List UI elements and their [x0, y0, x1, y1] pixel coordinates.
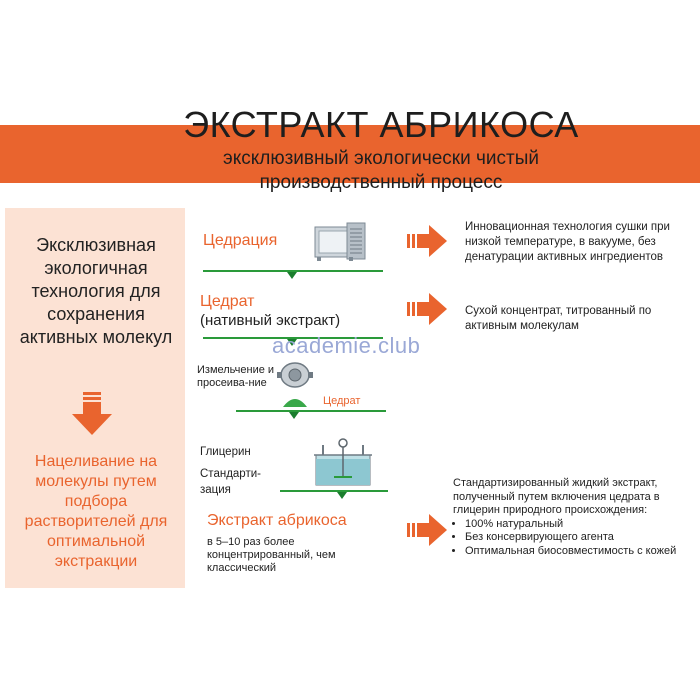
green-marker-3	[289, 412, 299, 419]
dryer-machine-icon	[313, 221, 367, 263]
extract-bullet-2: • Без консервирующего агента	[465, 531, 685, 545]
page-title: ЭКСТРАКТ АБРИКОСА	[183, 104, 579, 145]
green-marker-1	[287, 272, 297, 279]
left-panel-text-bottom: Нацеливание на молекулы путем подбора растворителей для оптимальной экстракции	[24, 453, 168, 570]
arrow-right-icon	[407, 514, 447, 546]
extract-note: в 5–10 раз более концентрированный, чем классический	[207, 536, 336, 574]
cedrat-sublabel: (нативный экстракт)	[200, 312, 341, 329]
left-panel-text-top: Эксклюзивная экологичная технология для сохранения активных молекул	[19, 235, 173, 347]
cedrat-label: Цедрат	[200, 293, 255, 310]
glycerin-label: Глицерин	[200, 446, 251, 458]
extract-label: Экстракт абрикоса	[207, 512, 347, 529]
subtitle-line-2: производственный процесс	[259, 172, 503, 193]
arrow-right-icon	[407, 293, 447, 325]
grinding-output-label: Цедрат	[323, 395, 361, 407]
powder-pile-icon	[282, 395, 308, 407]
extract-description	[453, 477, 685, 558]
standardization-label: Стандарти-зация	[200, 468, 261, 496]
grinder-icon	[277, 360, 313, 390]
extract-bullet-3: • Оптимальная биосовместимость с кожей	[465, 545, 685, 559]
watermark-text: academie.club	[272, 333, 421, 358]
extract-bullet-1: • 100% натуральный	[465, 518, 685, 532]
arrow-down-icon	[72, 392, 112, 436]
subtitle-line-1: эксклюзивный экологически чистый	[223, 148, 539, 169]
green-divider-4	[280, 490, 388, 492]
grinding-label: Измельчение и просеива-ние	[197, 364, 275, 389]
page-subtitle	[0, 147, 700, 195]
extract-description-text: Стандартизированный жидкий экстракт, полученный путем включения цедрата в глицерин природного происхождения:	[453, 477, 660, 516]
arrow-right-icon	[407, 225, 447, 257]
cedrat-description: Сухой концентрат, титрованный по активным молекулам	[465, 305, 652, 332]
green-marker-4	[337, 492, 347, 499]
extract-bullet-list	[453, 518, 685, 559]
cedration-label: Цедрация	[203, 232, 278, 249]
green-divider-3	[236, 410, 386, 412]
mixing-tank-icon	[310, 437, 376, 487]
cedration-description: Инновационная технология сушки при низкой температуре, в вакууме, без денатурации активных ингредиентов	[465, 221, 670, 263]
